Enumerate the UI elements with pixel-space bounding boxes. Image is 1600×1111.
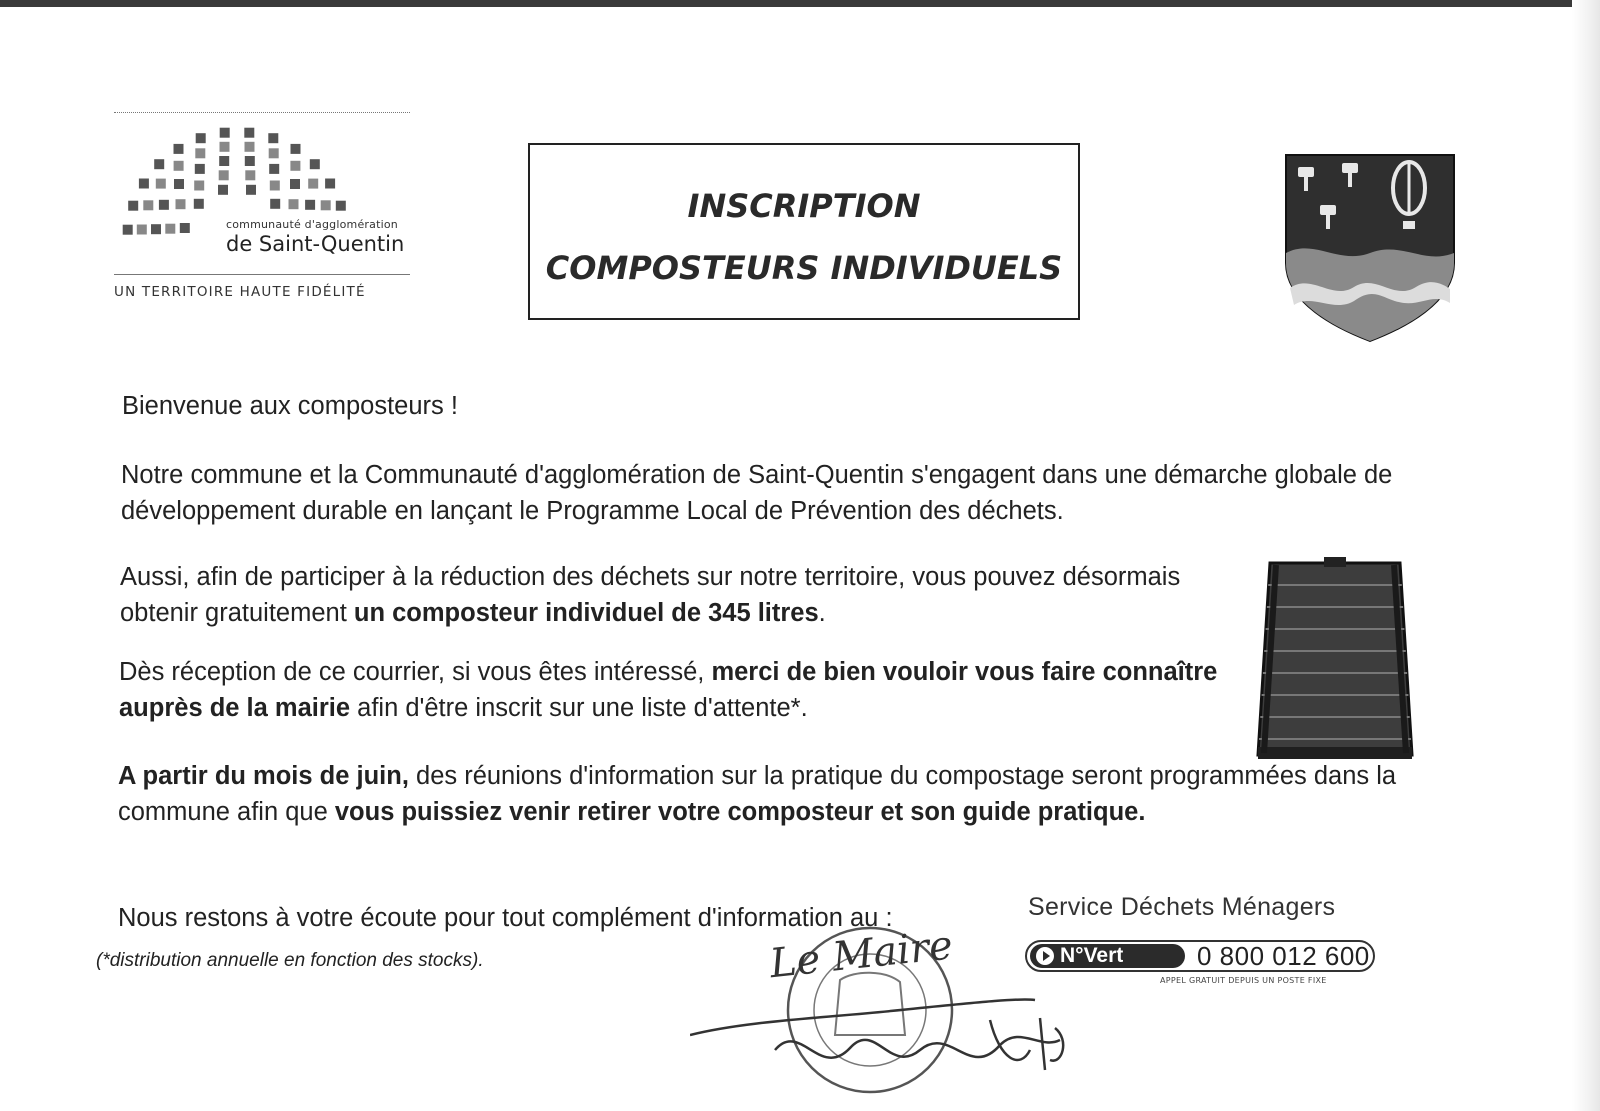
hemicycle-seat xyxy=(289,199,299,209)
hemicycle-seat xyxy=(270,199,280,209)
registration-bold: merci de bien vouloir vous faire connaître auprès de la mairie xyxy=(119,658,1218,722)
logo-org-small: communauté d'agglomération xyxy=(226,218,398,231)
hemicycle-seat xyxy=(336,201,346,211)
hemicycle-seat xyxy=(245,142,255,152)
hemicycle-seat xyxy=(156,179,166,189)
hemicycle-seat xyxy=(128,201,138,211)
hemicycle-seat xyxy=(195,164,205,174)
hemicycle-seat xyxy=(195,148,205,158)
meetings-bold: A partir du mois de juin, xyxy=(118,762,409,790)
logo-top-rule xyxy=(114,112,410,113)
hemicycle-seat xyxy=(154,159,164,169)
logo-org-big: de Saint-Quentin xyxy=(226,232,405,256)
hemicycle-seat xyxy=(268,133,278,143)
hemicycle-seat xyxy=(176,199,186,209)
hemicycle-seat xyxy=(220,142,230,152)
hemicycle-seat xyxy=(308,179,318,189)
paragraph-offer xyxy=(120,559,1240,631)
signature-stamp xyxy=(690,900,1110,1111)
hemicycle-seat xyxy=(321,200,331,210)
hemicycle-seat xyxy=(269,148,279,158)
meetings-bold2: vous puissiez venir retirer votre composteur et son guide pratique. xyxy=(334,798,1146,826)
hemicycle-seat xyxy=(245,156,255,166)
title-line2: COMPOSTEURS INDIVIDUELS xyxy=(545,249,1063,287)
hemicycle-seat xyxy=(244,128,254,138)
hemicycle-seat xyxy=(220,128,230,138)
hemicycle-seat xyxy=(270,181,280,191)
numero-vert-label: N°Vert xyxy=(1060,944,1124,967)
registration-end: afin d'être inscrit sur une liste d'attente*. xyxy=(350,694,808,722)
hemicycle-seat xyxy=(174,179,184,189)
hemicycle-seat xyxy=(325,179,335,189)
title-box xyxy=(528,143,1080,320)
hemicycle-seat xyxy=(174,161,184,171)
hemicycle-seat xyxy=(310,159,320,169)
hemicycle-seat xyxy=(137,225,147,235)
paragraph-intro: Notre commune et la Communauté d'agglomération de Saint-Quentin s'engagent dans une démarche globale de développement durable en lançant le Programme Local de Prévention des déchets. xyxy=(121,461,1393,525)
hemicycle-seat xyxy=(196,133,206,143)
agglomeration-logo xyxy=(112,108,412,308)
hemicycle-seat xyxy=(194,181,204,191)
scan-right-edge xyxy=(1572,0,1600,1111)
hemicycle-seat xyxy=(246,185,256,195)
paragraph-meetings xyxy=(118,758,1428,830)
service-name: Service Déchets Ménagers xyxy=(1028,893,1336,921)
logo-tagline: UN TERRITOIRE HAUTE FIDÉLITÉ xyxy=(114,284,366,300)
phone-note: APPEL GRATUIT DEPUIS UN POSTE FIXE xyxy=(1160,976,1327,985)
greeting: Bienvenue aux composteurs ! xyxy=(122,392,458,420)
paragraph-contact: Nous restons à votre écoute pour tout complément d'information au : xyxy=(118,904,893,932)
offer-text: Aussi, afin de participer à la réduction des déchets sur notre territoire, vous pouvez désormais obtenir gratuitement xyxy=(120,563,1181,627)
hemicycle-seat xyxy=(218,185,228,195)
signature-text: Le Maire xyxy=(767,922,955,988)
hemicycle-seat xyxy=(180,223,190,233)
hemicycle-seat xyxy=(290,161,300,171)
hemicycle-seat xyxy=(139,179,149,189)
footnote: (*distribution annuelle en fonction des stocks). xyxy=(96,950,484,971)
meetings-text: des réunions d'information sur la pratique du compostage seront programmées dans la commune afin que xyxy=(118,762,1397,826)
hemicycle-seat xyxy=(291,144,301,154)
hemicycle-seat xyxy=(290,179,300,189)
hemicycle-seat xyxy=(174,144,184,154)
scan-top-edge xyxy=(0,0,1600,7)
composter-image xyxy=(1252,555,1417,772)
logo-rule xyxy=(114,274,410,275)
hemicycle-seat xyxy=(305,200,315,210)
registration-text: Dès réception de ce courrier, si vous êtes intéressé, xyxy=(119,658,712,686)
offer-end: . xyxy=(818,599,826,627)
hemicycle-seat xyxy=(219,170,229,180)
hemicycle-seat xyxy=(245,170,255,180)
phone-number: 0 800 012 600 xyxy=(1197,941,1370,971)
hemicycle-seat xyxy=(219,156,229,166)
coat-of-arms-icon xyxy=(1284,153,1456,343)
hemicycle-seat xyxy=(143,200,153,210)
title-line1: INSCRIPTION xyxy=(687,187,921,225)
hemicycle-seat xyxy=(123,225,133,235)
hemicycle-seat xyxy=(165,224,175,234)
hemicycle-seat xyxy=(159,200,169,210)
offer-bold: un composteur individuel de 345 litres xyxy=(353,599,819,627)
hemicycle-seat xyxy=(194,199,204,209)
hemicycle-seat xyxy=(269,164,279,174)
paragraph-registration xyxy=(119,654,1239,726)
hemicycle-seat xyxy=(151,224,161,234)
